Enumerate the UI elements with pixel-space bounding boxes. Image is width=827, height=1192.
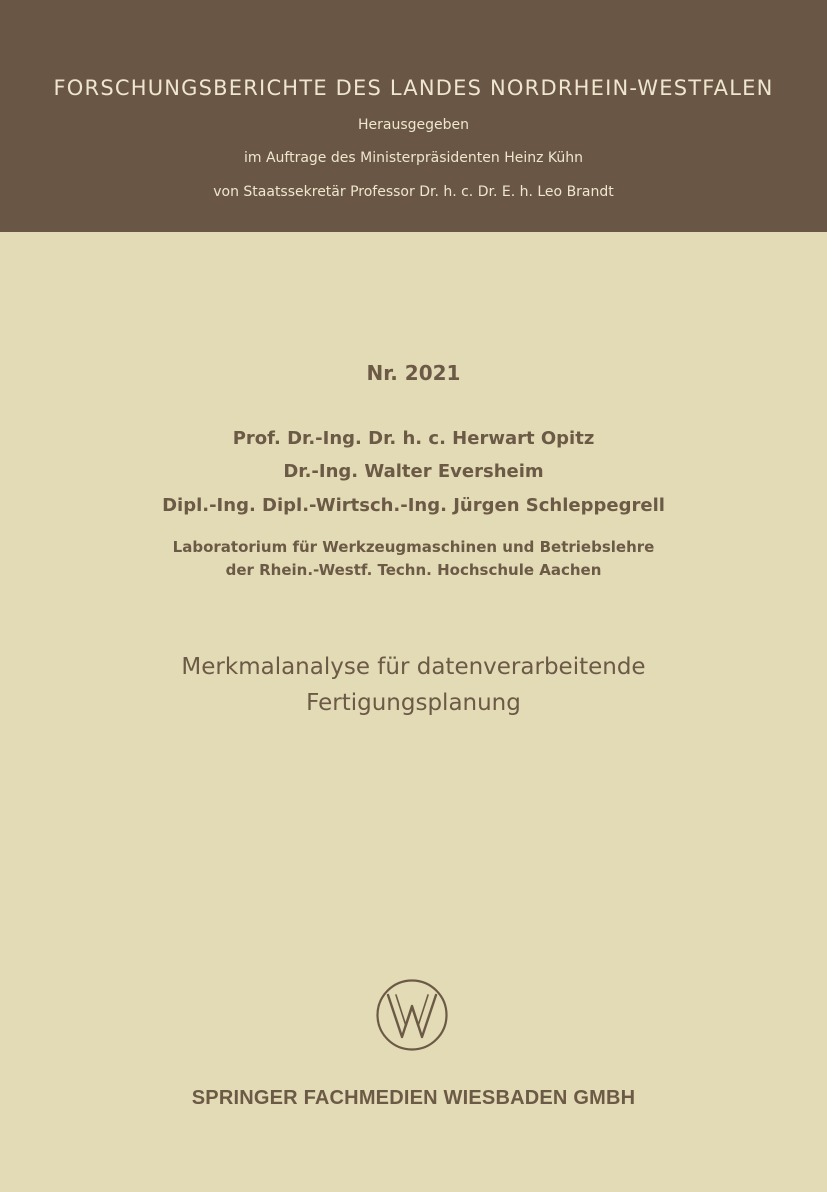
- series-title: FORSCHUNGSBERICHTE DES LANDES NORDRHEIN-WESTFALEN: [53, 76, 774, 100]
- author-name: Prof. Dr.-Ing. Dr. h. c. Herwart Opitz: [232, 428, 595, 449]
- author-name: Dipl.-Ing. Dipl.-Wirtsch.-Ing. Jürgen Schleppegrell: [162, 495, 665, 516]
- editor-line: im Auftrage des Ministerpräsidenten Heinz Kühn: [243, 150, 584, 166]
- editor-line: Herausgegeben: [357, 117, 469, 133]
- institution-line: der Rhein.-Westf. Techn. Hochschule Aachen: [225, 561, 602, 579]
- publisher-name: SPRINGER FACHMEDIEN WIESBADEN GMBH: [191, 1087, 636, 1109]
- book-title-line: Fertigungsplanung: [306, 690, 521, 716]
- editor-line: von Staatssekretär Professor Dr. h. c. Dr. E. h. Leo Brandt: [213, 184, 614, 200]
- publisher-w-logo-icon: [375, 978, 449, 1052]
- institution-line: Laboratorium für Werkzeugmaschinen und Betriebslehre: [172, 538, 655, 556]
- book-title-line: Merkmalanalyse für datenverarbeitende: [181, 654, 646, 680]
- author-name: Dr.-Ing. Walter Eversheim: [283, 461, 544, 482]
- report-number: Nr. 2021: [366, 361, 461, 385]
- series-header-band: [0, 0, 827, 232]
